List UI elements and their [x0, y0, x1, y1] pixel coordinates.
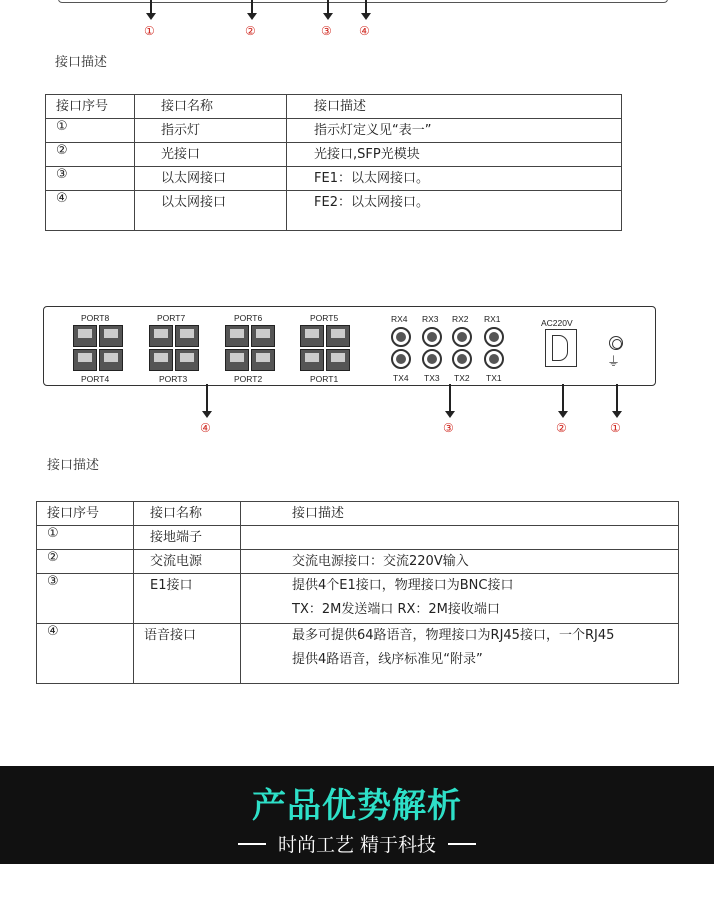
rx1-label: RX1	[484, 314, 501, 324]
marker-3: ③	[321, 24, 332, 38]
marker-ground: ①	[610, 421, 621, 435]
tx4-label: TX4	[393, 373, 409, 383]
rx4-label: RX4	[391, 314, 408, 324]
banner-subtitle: 时尚工艺 精于科技	[277, 834, 437, 856]
dash-left	[238, 843, 266, 845]
port-label-8: PORT8	[81, 313, 110, 323]
rx2-label: RX2	[452, 314, 469, 324]
port-label-7: PORT7	[157, 313, 186, 323]
dash-right	[448, 843, 476, 845]
marker-1: ①	[144, 24, 155, 38]
interface-table-1	[45, 94, 622, 231]
bnc-tx2-connector	[452, 349, 472, 369]
banner-subtitle-row	[0, 830, 714, 857]
tx2-label: TX2	[454, 373, 470, 383]
table-row: ③ E1接口 提供4个E1接口，物理接口为BNC接口 TX：2M发送端口 RX：2M接收端口	[37, 574, 679, 624]
section1-title: 接口描述	[55, 55, 108, 70]
bnc-tx4-connector	[391, 349, 411, 369]
rj45-port-2	[225, 349, 275, 371]
header-num: 接口序号	[46, 95, 135, 119]
section2-title: 接口描述	[47, 458, 100, 473]
rx3-label: RX3	[422, 314, 439, 324]
rj45-port-8	[73, 325, 123, 347]
port-label-3: PORT3	[159, 374, 188, 384]
header-desc: 接口描述	[241, 502, 679, 526]
bnc-rx4-connector	[391, 327, 411, 347]
arrow-ground	[616, 384, 618, 412]
power-socket-icon	[545, 329, 577, 367]
arrow-voice	[206, 384, 208, 412]
device-rear-panel	[43, 306, 656, 386]
arrow-power	[562, 384, 564, 412]
ground-terminal	[609, 336, 623, 350]
banner-title: 产品优势解析	[252, 786, 462, 826]
bnc-tx1-connector	[484, 349, 504, 369]
power-label: AC220V	[541, 318, 573, 328]
table-row: ① 指示灯 指示灯定义见“表一”	[46, 119, 622, 143]
marker-power: ②	[556, 421, 567, 435]
header-num: 接口序号	[37, 502, 134, 526]
rj45-port-3	[149, 349, 199, 371]
arrow-4	[365, 0, 367, 14]
bnc-tx3-connector	[422, 349, 442, 369]
port-label-1: PORT1	[310, 374, 339, 384]
tx1-label: TX1	[486, 373, 502, 383]
port-label-6: PORT6	[234, 313, 263, 323]
table-row: ① 接地端子	[37, 526, 679, 550]
bnc-rx2-connector	[452, 327, 472, 347]
marker-e1: ③	[443, 421, 454, 435]
rj45-port-5	[300, 325, 350, 347]
table-row: ④ 以太网接口 FE2：以太网接口。	[46, 191, 622, 231]
rj45-port-7	[149, 325, 199, 347]
arrow-e1	[449, 384, 451, 412]
header-desc: 接口描述	[287, 95, 622, 119]
rj45-port-1	[300, 349, 350, 371]
marker-voice: ④	[200, 421, 211, 435]
port-label-5: PORT5	[310, 313, 339, 323]
arrow-2	[251, 0, 253, 14]
port-label-2: PORT2	[234, 374, 263, 384]
table-row: ④ 语音接口 最多可提供64路语音，物理接口为RJ45接口，一个RJ45 提供4路语音，线序标准见“附录”	[37, 624, 679, 684]
ground-symbol-icon: ⏚	[607, 355, 621, 370]
rj45-port-4	[73, 349, 123, 371]
bnc-rx3-connector	[422, 327, 442, 347]
table-row: ② 交流电源 交流电源接口：交流220V输入	[37, 550, 679, 574]
table-row: ③ 以太网接口 FE1：以太网接口。	[46, 167, 622, 191]
header-name: 接口名称	[134, 502, 241, 526]
table-row: ② 光接口 光接口,SFP光模块	[46, 143, 622, 167]
rj45-port-6	[225, 325, 275, 347]
header-name: 接口名称	[135, 95, 287, 119]
arrow-1	[150, 0, 152, 14]
tx3-label: TX3	[424, 373, 440, 383]
interface-table-2	[36, 501, 679, 684]
marker-4: ④	[359, 24, 370, 38]
arrow-3	[327, 0, 329, 14]
feature-banner	[0, 766, 714, 864]
port-label-4: PORT4	[81, 374, 110, 384]
bnc-rx1-connector	[484, 327, 504, 347]
marker-2: ②	[245, 24, 256, 38]
